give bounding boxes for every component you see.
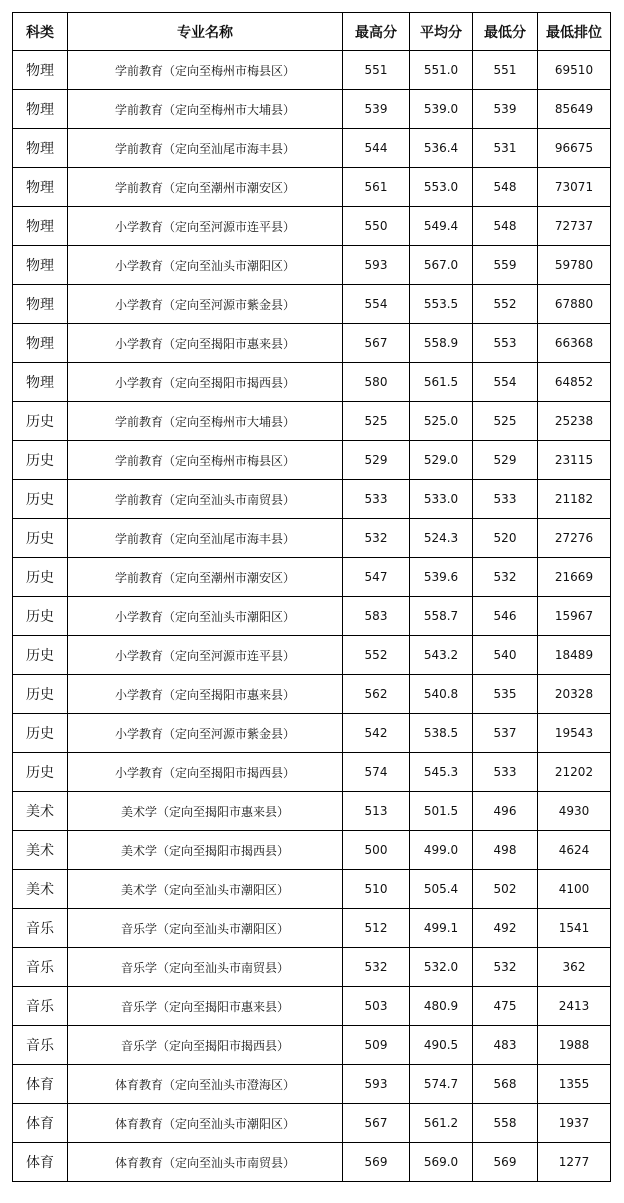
min-rank-cell: 362 (538, 948, 611, 987)
header-major-name: 专业名称 (68, 13, 343, 51)
category-cell: 音乐 (13, 909, 68, 948)
avg-score-cell: 543.2 (410, 636, 473, 675)
max-score-cell: 551 (343, 51, 410, 90)
min-rank-cell: 27276 (538, 519, 611, 558)
min-rank-cell: 4930 (538, 792, 611, 831)
table-row (13, 168, 611, 207)
major-name-cell: 体育教育（定向至汕头市澄海区） (68, 1065, 343, 1104)
table-row (13, 519, 611, 558)
major-name-cell: 体育教育（定向至汕头市潮阳区） (68, 1104, 343, 1143)
avg-score-cell: 567.0 (410, 246, 473, 285)
avg-score-cell: 499.0 (410, 831, 473, 870)
category-cell: 物理 (13, 324, 68, 363)
min-score-cell: 525 (473, 402, 538, 441)
max-score-cell: 567 (343, 324, 410, 363)
min-rank-cell: 59780 (538, 246, 611, 285)
avg-score-cell: 551.0 (410, 51, 473, 90)
table-row (13, 207, 611, 246)
min-rank-cell: 67880 (538, 285, 611, 324)
table-row (13, 1104, 611, 1143)
major-name-cell: 小学教育（定向至河源市紫金县） (68, 285, 343, 324)
min-score-cell: 531 (473, 129, 538, 168)
avg-score-cell: 553.5 (410, 285, 473, 324)
major-name-cell: 学前教育（定向至梅州市梅县区） (68, 441, 343, 480)
min-rank-cell: 64852 (538, 363, 611, 402)
avg-score-cell: 532.0 (410, 948, 473, 987)
category-cell: 物理 (13, 285, 68, 324)
min-rank-cell: 4624 (538, 831, 611, 870)
table-row (13, 558, 611, 597)
max-score-cell: 539 (343, 90, 410, 129)
table-row (13, 90, 611, 129)
table-row (13, 597, 611, 636)
category-cell: 历史 (13, 441, 68, 480)
max-score-cell: 510 (343, 870, 410, 909)
category-cell: 历史 (13, 753, 68, 792)
major-name-cell: 小学教育（定向至河源市紫金县） (68, 714, 343, 753)
min-score-cell: 568 (473, 1065, 538, 1104)
max-score-cell: 512 (343, 909, 410, 948)
avg-score-cell: 525.0 (410, 402, 473, 441)
table-row (13, 1143, 611, 1182)
max-score-cell: 552 (343, 636, 410, 675)
category-cell: 物理 (13, 363, 68, 402)
min-rank-cell: 15967 (538, 597, 611, 636)
major-name-cell: 学前教育（定向至潮州市潮安区） (68, 168, 343, 207)
table-row (13, 1026, 611, 1065)
min-score-cell: 559 (473, 246, 538, 285)
major-name-cell: 音乐学（定向至揭阳市揭西县） (68, 1026, 343, 1065)
min-rank-cell: 18489 (538, 636, 611, 675)
table-row (13, 324, 611, 363)
avg-score-cell: 553.0 (410, 168, 473, 207)
min-score-cell: 551 (473, 51, 538, 90)
major-name-cell: 美术学（定向至揭阳市揭西县） (68, 831, 343, 870)
table-row (13, 714, 611, 753)
avg-score-cell: 539.6 (410, 558, 473, 597)
min-score-cell: 496 (473, 792, 538, 831)
major-name-cell: 小学教育（定向至揭阳市惠来县） (68, 324, 343, 363)
min-score-cell: 498 (473, 831, 538, 870)
header-row (13, 13, 611, 51)
avg-score-cell: 540.8 (410, 675, 473, 714)
max-score-cell: 550 (343, 207, 410, 246)
table-row (13, 51, 611, 90)
category-cell: 音乐 (13, 987, 68, 1026)
min-score-cell: 535 (473, 675, 538, 714)
min-score-cell: 552 (473, 285, 538, 324)
header-min-score: 最低分 (473, 13, 538, 51)
max-score-cell: 503 (343, 987, 410, 1026)
category-cell: 历史 (13, 675, 68, 714)
min-rank-cell: 1937 (538, 1104, 611, 1143)
major-name-cell: 学前教育（定向至梅州市大埔县） (68, 402, 343, 441)
major-name-cell: 小学教育（定向至揭阳市揭西县） (68, 363, 343, 402)
header-max-score: 最高分 (343, 13, 410, 51)
min-score-cell: 475 (473, 987, 538, 1026)
table-row (13, 870, 611, 909)
category-cell: 历史 (13, 714, 68, 753)
min-score-cell: 520 (473, 519, 538, 558)
table-row (13, 948, 611, 987)
min-rank-cell: 1277 (538, 1143, 611, 1182)
min-rank-cell: 73071 (538, 168, 611, 207)
avg-score-cell: 558.9 (410, 324, 473, 363)
avg-score-cell: 545.3 (410, 753, 473, 792)
min-score-cell: 492 (473, 909, 538, 948)
min-score-cell: 553 (473, 324, 538, 363)
category-cell: 美术 (13, 792, 68, 831)
min-rank-cell: 21202 (538, 753, 611, 792)
min-score-cell: 502 (473, 870, 538, 909)
major-name-cell: 小学教育（定向至揭阳市惠来县） (68, 675, 343, 714)
major-name-cell: 小学教育（定向至揭阳市揭西县） (68, 753, 343, 792)
min-rank-cell: 96675 (538, 129, 611, 168)
major-name-cell: 小学教育（定向至河源市连平县） (68, 636, 343, 675)
major-name-cell: 学前教育（定向至汕头市南贸县） (68, 480, 343, 519)
max-score-cell: 525 (343, 402, 410, 441)
category-cell: 物理 (13, 246, 68, 285)
max-score-cell: 580 (343, 363, 410, 402)
table-row (13, 909, 611, 948)
category-cell: 历史 (13, 636, 68, 675)
avg-score-cell: 480.9 (410, 987, 473, 1026)
table-row (13, 636, 611, 675)
max-score-cell: 561 (343, 168, 410, 207)
min-score-cell: 540 (473, 636, 538, 675)
admission-scores-table (12, 12, 611, 1182)
min-rank-cell: 1541 (538, 909, 611, 948)
table-row (13, 987, 611, 1026)
min-score-cell: 548 (473, 207, 538, 246)
min-rank-cell: 19543 (538, 714, 611, 753)
table-row (13, 363, 611, 402)
min-score-cell: 532 (473, 558, 538, 597)
category-cell: 音乐 (13, 948, 68, 987)
table-row (13, 753, 611, 792)
category-cell: 历史 (13, 597, 68, 636)
category-cell: 物理 (13, 168, 68, 207)
table-row (13, 129, 611, 168)
major-name-cell: 学前教育（定向至梅州市梅县区） (68, 51, 343, 90)
min-score-cell: 558 (473, 1104, 538, 1143)
max-score-cell: 547 (343, 558, 410, 597)
category-cell: 美术 (13, 831, 68, 870)
max-score-cell: 562 (343, 675, 410, 714)
min-score-cell: 533 (473, 753, 538, 792)
avg-score-cell: 524.3 (410, 519, 473, 558)
major-name-cell: 音乐学（定向至揭阳市惠来县） (68, 987, 343, 1026)
avg-score-cell: 574.7 (410, 1065, 473, 1104)
min-rank-cell: 1988 (538, 1026, 611, 1065)
max-score-cell: 593 (343, 246, 410, 285)
max-score-cell: 500 (343, 831, 410, 870)
category-cell: 物理 (13, 207, 68, 246)
table-row (13, 285, 611, 324)
min-rank-cell: 2413 (538, 987, 611, 1026)
major-name-cell: 美术学（定向至汕头市潮阳区） (68, 870, 343, 909)
min-rank-cell: 20328 (538, 675, 611, 714)
avg-score-cell: 505.4 (410, 870, 473, 909)
major-name-cell: 学前教育（定向至梅州市大埔县） (68, 90, 343, 129)
major-name-cell: 音乐学（定向至汕头市潮阳区） (68, 909, 343, 948)
min-rank-cell: 72737 (538, 207, 611, 246)
min-rank-cell: 21182 (538, 480, 611, 519)
max-score-cell: 544 (343, 129, 410, 168)
min-rank-cell: 1355 (538, 1065, 611, 1104)
max-score-cell: 529 (343, 441, 410, 480)
min-score-cell: 554 (473, 363, 538, 402)
category-cell: 体育 (13, 1143, 68, 1182)
min-score-cell: 546 (473, 597, 538, 636)
category-cell: 物理 (13, 90, 68, 129)
major-name-cell: 学前教育（定向至潮州市潮安区） (68, 558, 343, 597)
max-score-cell: 583 (343, 597, 410, 636)
avg-score-cell: 490.5 (410, 1026, 473, 1065)
header-avg-score: 平均分 (410, 13, 473, 51)
header-category: 科类 (13, 13, 68, 51)
major-name-cell: 学前教育（定向至汕尾市海丰县） (68, 129, 343, 168)
min-score-cell: 569 (473, 1143, 538, 1182)
max-score-cell: 542 (343, 714, 410, 753)
min-score-cell: 532 (473, 948, 538, 987)
max-score-cell: 513 (343, 792, 410, 831)
max-score-cell: 533 (343, 480, 410, 519)
table-row (13, 792, 611, 831)
category-cell: 体育 (13, 1065, 68, 1104)
table-row (13, 1065, 611, 1104)
min-score-cell: 533 (473, 480, 538, 519)
avg-score-cell: 538.5 (410, 714, 473, 753)
min-rank-cell: 25238 (538, 402, 611, 441)
major-name-cell: 学前教育（定向至汕尾市海丰县） (68, 519, 343, 558)
category-cell: 物理 (13, 129, 68, 168)
category-cell: 物理 (13, 51, 68, 90)
category-cell: 美术 (13, 870, 68, 909)
table-row (13, 402, 611, 441)
min-rank-cell: 21669 (538, 558, 611, 597)
max-score-cell: 567 (343, 1104, 410, 1143)
avg-score-cell: 561.2 (410, 1104, 473, 1143)
min-rank-cell: 69510 (538, 51, 611, 90)
avg-score-cell: 533.0 (410, 480, 473, 519)
avg-score-cell: 529.0 (410, 441, 473, 480)
category-cell: 音乐 (13, 1026, 68, 1065)
avg-score-cell: 539.0 (410, 90, 473, 129)
min-score-cell: 529 (473, 441, 538, 480)
avg-score-cell: 569.0 (410, 1143, 473, 1182)
category-cell: 历史 (13, 480, 68, 519)
category-cell: 历史 (13, 519, 68, 558)
table-row (13, 480, 611, 519)
min-score-cell: 483 (473, 1026, 538, 1065)
avg-score-cell: 501.5 (410, 792, 473, 831)
major-name-cell: 小学教育（定向至河源市连平县） (68, 207, 343, 246)
table-row (13, 675, 611, 714)
category-cell: 历史 (13, 402, 68, 441)
category-cell: 体育 (13, 1104, 68, 1143)
table-row (13, 441, 611, 480)
major-name-cell: 美术学（定向至揭阳市惠来县） (68, 792, 343, 831)
major-name-cell: 体育教育（定向至汕头市南贸县） (68, 1143, 343, 1182)
major-name-cell: 小学教育（定向至汕头市潮阳区） (68, 597, 343, 636)
max-score-cell: 554 (343, 285, 410, 324)
avg-score-cell: 549.4 (410, 207, 473, 246)
major-name-cell: 音乐学（定向至汕头市南贸县） (68, 948, 343, 987)
min-score-cell: 539 (473, 90, 538, 129)
avg-score-cell: 536.4 (410, 129, 473, 168)
header-min-rank: 最低排位 (538, 13, 611, 51)
table-row (13, 246, 611, 285)
table-row (13, 831, 611, 870)
major-name-cell: 小学教育（定向至汕头市潮阳区） (68, 246, 343, 285)
min-score-cell: 548 (473, 168, 538, 207)
avg-score-cell: 499.1 (410, 909, 473, 948)
min-rank-cell: 85649 (538, 90, 611, 129)
table-header (13, 13, 611, 51)
max-score-cell: 532 (343, 519, 410, 558)
table-body (13, 51, 611, 1182)
min-rank-cell: 4100 (538, 870, 611, 909)
max-score-cell: 574 (343, 753, 410, 792)
max-score-cell: 593 (343, 1065, 410, 1104)
max-score-cell: 509 (343, 1026, 410, 1065)
category-cell: 历史 (13, 558, 68, 597)
max-score-cell: 569 (343, 1143, 410, 1182)
avg-score-cell: 561.5 (410, 363, 473, 402)
max-score-cell: 532 (343, 948, 410, 987)
min-rank-cell: 66368 (538, 324, 611, 363)
min-rank-cell: 23115 (538, 441, 611, 480)
min-score-cell: 537 (473, 714, 538, 753)
avg-score-cell: 558.7 (410, 597, 473, 636)
